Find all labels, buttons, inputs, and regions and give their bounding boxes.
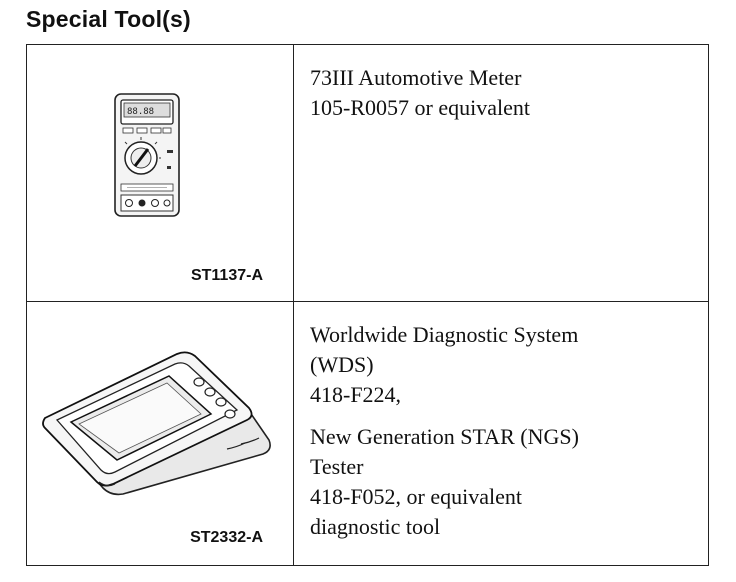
tool-part-number: 418-F052, or equivalent xyxy=(310,484,523,509)
figure-code: ST1137-A xyxy=(190,267,263,284)
tool-image-cell xyxy=(27,45,294,301)
tool-name: Worldwide Diagnostic System xyxy=(310,322,579,347)
tool-image-cell xyxy=(27,302,294,565)
diagnostic-tablet-icon xyxy=(41,348,275,500)
tool-description xyxy=(295,302,708,565)
tool-part-number: 105-R0057 or equivalent xyxy=(310,95,530,120)
tool-description xyxy=(295,45,708,301)
tool-name: 73III Automotive Meter xyxy=(310,65,522,90)
tool-name-abbreviation: (WDS) xyxy=(310,352,374,377)
tool-name: New Generation STAR (NGS) xyxy=(310,424,579,449)
tool-row-meter xyxy=(27,45,708,302)
tool-part-number: 418-F224, xyxy=(310,382,402,407)
tool-part-number-continued: diagnostic tool xyxy=(310,514,441,539)
multimeter-icon xyxy=(113,92,183,220)
tool-name-continued: Tester xyxy=(310,454,364,479)
svg-text:88.88: 88.88 xyxy=(127,107,155,117)
tool-row-diagnostic xyxy=(27,302,708,565)
section-heading: Special Tool(s) xyxy=(26,6,191,32)
special-tools-table xyxy=(26,44,709,566)
figure-code: ST2332-A xyxy=(190,529,263,546)
